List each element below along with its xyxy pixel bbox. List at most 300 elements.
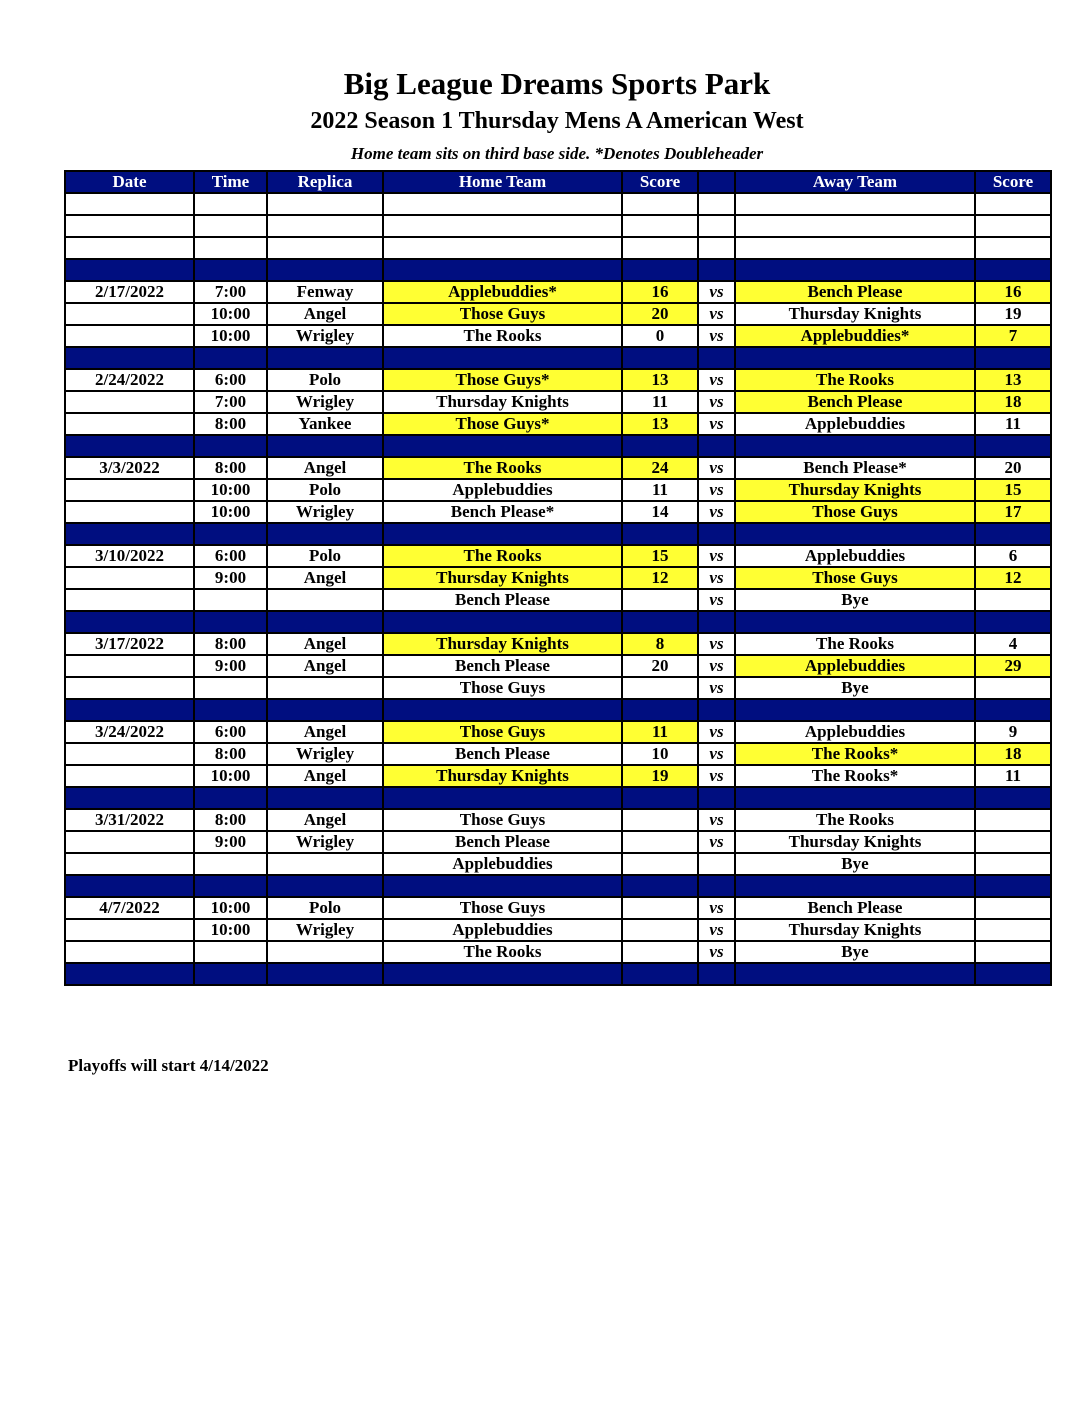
separator-cell — [735, 787, 975, 809]
date-cell — [65, 391, 194, 413]
replica-cell — [267, 941, 383, 963]
home-score-cell: 20 — [622, 303, 698, 325]
date-cell: 3/24/2022 — [65, 721, 194, 743]
game-row — [65, 831, 1051, 853]
date-cell — [65, 303, 194, 325]
replica-cell: Angel — [267, 303, 383, 325]
date-cell — [65, 831, 194, 853]
away-team-cell: The Rooks — [735, 809, 975, 831]
blank-cell — [65, 215, 194, 237]
blank-cell — [194, 215, 267, 237]
separator-cell — [735, 435, 975, 457]
separator-cell — [735, 699, 975, 721]
away-team-cell: Applebuddies — [735, 721, 975, 743]
date-cell — [65, 479, 194, 501]
time-cell — [194, 589, 267, 611]
time-cell: 6:00 — [194, 721, 267, 743]
date-cell — [65, 743, 194, 765]
vs-cell: vs — [698, 479, 735, 501]
separator-cell — [622, 523, 698, 545]
away-team-cell: Bye — [735, 677, 975, 699]
replica-cell — [267, 677, 383, 699]
separator-cell — [698, 435, 735, 457]
home-team-cell: Those Guys — [383, 677, 622, 699]
time-cell: 7:00 — [194, 281, 267, 303]
home-team-cell: Thursday Knights — [383, 633, 622, 655]
away-score-cell — [975, 919, 1051, 941]
home-team-cell: Thursday Knights — [383, 765, 622, 787]
time-cell: 10:00 — [194, 501, 267, 523]
separator-cell — [975, 259, 1051, 281]
blank-cell — [267, 193, 383, 215]
blank-cell — [975, 237, 1051, 259]
week-separator-row — [65, 875, 1051, 897]
blank-cell — [735, 193, 975, 215]
blank-cell — [383, 193, 622, 215]
separator-cell — [267, 787, 383, 809]
replica-cell: Wrigley — [267, 743, 383, 765]
home-team-cell: Bench Please — [383, 743, 622, 765]
away-team-cell: Bench Please* — [735, 457, 975, 479]
away-score-cell — [975, 809, 1051, 831]
home-score-cell — [622, 897, 698, 919]
date-cell: 4/7/2022 — [65, 897, 194, 919]
time-cell: 10:00 — [194, 303, 267, 325]
away-team-cell: The Rooks* — [735, 765, 975, 787]
vs-cell: vs — [698, 567, 735, 589]
home-team-cell: Those Guys — [383, 721, 622, 743]
home-team-cell: The Rooks — [383, 325, 622, 347]
time-cell: 8:00 — [194, 413, 267, 435]
blank-cell — [622, 215, 698, 237]
blank-cell — [698, 193, 735, 215]
home-team-cell: Bench Please — [383, 655, 622, 677]
game-row — [65, 545, 1051, 567]
date-cell: 2/24/2022 — [65, 369, 194, 391]
separator-cell — [65, 963, 194, 985]
home-score-cell — [622, 941, 698, 963]
separator-cell — [622, 963, 698, 985]
separator-cell — [622, 611, 698, 633]
away-team-cell: Thursday Knights — [735, 303, 975, 325]
home-team-cell: Bench Please — [383, 831, 622, 853]
week-separator-row — [65, 699, 1051, 721]
schedule-table — [64, 170, 1052, 986]
vs-cell: vs — [698, 545, 735, 567]
replica-cell: Wrigley — [267, 391, 383, 413]
home-team-cell: Those Guys — [383, 809, 622, 831]
separator-cell — [383, 435, 622, 457]
column-header-date: Date — [65, 171, 194, 193]
time-cell: 10:00 — [194, 897, 267, 919]
home-score-cell — [622, 831, 698, 853]
blank-cell — [194, 193, 267, 215]
replica-cell: Polo — [267, 545, 383, 567]
separator-cell — [194, 611, 267, 633]
separator-cell — [194, 963, 267, 985]
home-score-cell: 19 — [622, 765, 698, 787]
blank-row — [65, 193, 1051, 215]
date-cell: 2/17/2022 — [65, 281, 194, 303]
separator-cell — [383, 347, 622, 369]
home-score-cell: 16 — [622, 281, 698, 303]
separator-cell — [65, 875, 194, 897]
replica-cell: Angel — [267, 765, 383, 787]
date-cell — [65, 941, 194, 963]
separator-cell — [698, 611, 735, 633]
game-row — [65, 479, 1051, 501]
home-score-cell — [622, 853, 698, 875]
separator-cell — [735, 963, 975, 985]
blank-cell — [735, 237, 975, 259]
home-score-cell: 15 — [622, 545, 698, 567]
separator-cell — [194, 875, 267, 897]
time-cell — [194, 853, 267, 875]
blank-cell — [65, 237, 194, 259]
away-score-cell: 11 — [975, 765, 1051, 787]
replica-cell: Yankee — [267, 413, 383, 435]
time-cell: 6:00 — [194, 369, 267, 391]
blank-cell — [622, 193, 698, 215]
date-cell: 3/3/2022 — [65, 457, 194, 479]
home-team-cell: Bench Please* — [383, 501, 622, 523]
away-team-cell: Those Guys — [735, 501, 975, 523]
replica-cell: Polo — [267, 479, 383, 501]
schedule-header-row — [65, 171, 1051, 193]
column-header-home-team: Home Team — [383, 171, 622, 193]
separator-cell — [698, 787, 735, 809]
separator-cell — [698, 347, 735, 369]
time-cell: 10:00 — [194, 919, 267, 941]
replica-cell: Angel — [267, 567, 383, 589]
separator-cell — [698, 259, 735, 281]
separator-cell — [975, 523, 1051, 545]
date-cell — [65, 589, 194, 611]
separator-cell — [622, 787, 698, 809]
separator-cell — [975, 347, 1051, 369]
vs-cell: vs — [698, 919, 735, 941]
blank-cell — [194, 237, 267, 259]
column-header-home-score: Score — [622, 171, 698, 193]
away-team-cell: Thursday Knights — [735, 831, 975, 853]
separator-cell — [383, 611, 622, 633]
vs-cell: vs — [698, 589, 735, 611]
away-score-cell — [975, 897, 1051, 919]
column-header-replica: Replica — [267, 171, 383, 193]
away-team-cell: Bench Please — [735, 281, 975, 303]
away-score-cell — [975, 589, 1051, 611]
separator-cell — [194, 435, 267, 457]
week-separator-row — [65, 787, 1051, 809]
replica-cell — [267, 589, 383, 611]
home-score-cell: 10 — [622, 743, 698, 765]
blank-row — [65, 215, 1051, 237]
away-team-cell: Bench Please — [735, 391, 975, 413]
away-score-cell: 9 — [975, 721, 1051, 743]
separator-cell — [383, 875, 622, 897]
away-score-cell: 16 — [975, 281, 1051, 303]
separator-cell — [194, 787, 267, 809]
home-score-cell: 13 — [622, 369, 698, 391]
separator-cell — [975, 875, 1051, 897]
date-cell: 3/10/2022 — [65, 545, 194, 567]
week-separator-row — [65, 347, 1051, 369]
schedule-body — [65, 193, 1051, 985]
away-team-cell: Bench Please — [735, 897, 975, 919]
replica-cell: Wrigley — [267, 501, 383, 523]
replica-cell: Angel — [267, 457, 383, 479]
separator-cell — [267, 875, 383, 897]
game-row — [65, 325, 1051, 347]
away-team-cell: Thursday Knights — [735, 479, 975, 501]
game-row — [65, 919, 1051, 941]
blank-cell — [267, 215, 383, 237]
date-cell — [65, 413, 194, 435]
time-cell: 9:00 — [194, 655, 267, 677]
away-score-cell: 18 — [975, 743, 1051, 765]
game-row — [65, 457, 1051, 479]
replica-cell: Angel — [267, 655, 383, 677]
vs-cell: vs — [698, 457, 735, 479]
separator-cell — [735, 523, 975, 545]
separator-cell — [735, 875, 975, 897]
game-row — [65, 853, 1051, 875]
separator-cell — [383, 259, 622, 281]
replica-cell: Wrigley — [267, 831, 383, 853]
game-row — [65, 721, 1051, 743]
time-cell: 10:00 — [194, 325, 267, 347]
vs-cell: vs — [698, 809, 735, 831]
game-row — [65, 589, 1051, 611]
separator-cell — [194, 523, 267, 545]
home-score-cell: 12 — [622, 567, 698, 589]
separator-cell — [698, 963, 735, 985]
home-team-cell: Those Guys — [383, 303, 622, 325]
away-score-cell — [975, 853, 1051, 875]
time-cell: 10:00 — [194, 765, 267, 787]
vs-cell: vs — [698, 897, 735, 919]
separator-cell — [735, 259, 975, 281]
away-score-cell: 12 — [975, 567, 1051, 589]
separator-cell — [622, 259, 698, 281]
time-cell: 7:00 — [194, 391, 267, 413]
away-score-cell: 7 — [975, 325, 1051, 347]
separator-cell — [975, 611, 1051, 633]
replica-cell — [267, 853, 383, 875]
vs-cell: vs — [698, 721, 735, 743]
blank-cell — [383, 215, 622, 237]
time-cell: 9:00 — [194, 567, 267, 589]
away-team-cell: Thursday Knights — [735, 919, 975, 941]
home-score-cell — [622, 919, 698, 941]
column-header-away-score: Score — [975, 171, 1051, 193]
home-score-cell — [622, 809, 698, 831]
home-score-cell: 20 — [622, 655, 698, 677]
game-row — [65, 897, 1051, 919]
column-header-time: Time — [194, 171, 267, 193]
blank-cell — [65, 193, 194, 215]
game-row — [65, 677, 1051, 699]
replica-cell: Polo — [267, 369, 383, 391]
time-cell — [194, 941, 267, 963]
replica-cell: Angel — [267, 809, 383, 831]
home-score-cell: 11 — [622, 721, 698, 743]
vs-cell: vs — [698, 369, 735, 391]
vs-cell: vs — [698, 303, 735, 325]
separator-cell — [65, 523, 194, 545]
separator-cell — [383, 787, 622, 809]
home-score-cell: 11 — [622, 479, 698, 501]
week-separator-row — [65, 523, 1051, 545]
home-score-cell — [622, 589, 698, 611]
blank-cell — [698, 237, 735, 259]
away-team-cell: Bye — [735, 853, 975, 875]
separator-cell — [735, 347, 975, 369]
time-cell: 8:00 — [194, 809, 267, 831]
game-row — [65, 501, 1051, 523]
time-cell — [194, 677, 267, 699]
separator-cell — [194, 699, 267, 721]
away-team-cell: Applebuddies — [735, 655, 975, 677]
game-row — [65, 413, 1051, 435]
separator-cell — [383, 963, 622, 985]
separator-cell — [267, 347, 383, 369]
separator-cell — [267, 259, 383, 281]
vs-cell: vs — [698, 325, 735, 347]
date-cell — [65, 567, 194, 589]
away-score-cell — [975, 941, 1051, 963]
away-score-cell — [975, 831, 1051, 853]
blank-cell — [698, 215, 735, 237]
column-header-away-team: Away Team — [735, 171, 975, 193]
column-header-vs — [698, 171, 735, 193]
replica-cell: Angel — [267, 633, 383, 655]
away-score-cell: 18 — [975, 391, 1051, 413]
separator-cell — [267, 963, 383, 985]
vs-cell: vs — [698, 501, 735, 523]
separator-cell — [194, 259, 267, 281]
date-cell — [65, 677, 194, 699]
replica-cell: Fenway — [267, 281, 383, 303]
away-team-cell: The Rooks — [735, 369, 975, 391]
replica-cell: Angel — [267, 721, 383, 743]
separator-cell — [65, 611, 194, 633]
vs-cell: vs — [698, 743, 735, 765]
separator-cell — [698, 699, 735, 721]
week-separator-row — [65, 963, 1051, 985]
game-row — [65, 391, 1051, 413]
home-team-cell: Applebuddies — [383, 919, 622, 941]
separator-cell — [267, 435, 383, 457]
time-cell: 8:00 — [194, 457, 267, 479]
vs-cell: vs — [698, 413, 735, 435]
away-team-cell: Bye — [735, 941, 975, 963]
vs-cell: vs — [698, 633, 735, 655]
time-cell: 6:00 — [194, 545, 267, 567]
game-row — [65, 633, 1051, 655]
away-score-cell: 19 — [975, 303, 1051, 325]
game-row — [65, 655, 1051, 677]
vs-cell: vs — [698, 391, 735, 413]
separator-cell — [383, 523, 622, 545]
date-cell — [65, 655, 194, 677]
away-team-cell: The Rooks — [735, 633, 975, 655]
blank-row — [65, 237, 1051, 259]
home-team-cell: Applebuddies — [383, 853, 622, 875]
separator-cell — [267, 611, 383, 633]
separator-cell — [622, 435, 698, 457]
separator-cell — [65, 787, 194, 809]
vs-cell: vs — [698, 831, 735, 853]
playoffs-note: Playoffs will start 4/14/2022 — [68, 1056, 269, 1075]
blank-cell — [975, 215, 1051, 237]
blank-cell — [622, 237, 698, 259]
game-row — [65, 369, 1051, 391]
away-score-cell: 6 — [975, 545, 1051, 567]
home-score-cell: 11 — [622, 391, 698, 413]
separator-cell — [383, 699, 622, 721]
separator-cell — [65, 259, 194, 281]
away-score-cell: 20 — [975, 457, 1051, 479]
away-team-cell: Applebuddies — [735, 545, 975, 567]
vs-cell: vs — [698, 677, 735, 699]
separator-cell — [65, 347, 194, 369]
replica-cell: Wrigley — [267, 919, 383, 941]
week-separator-row — [65, 259, 1051, 281]
home-team-cell: The Rooks — [383, 457, 622, 479]
week-separator-row — [65, 435, 1051, 457]
away-score-cell — [975, 677, 1051, 699]
date-cell: 3/17/2022 — [65, 633, 194, 655]
time-cell: 9:00 — [194, 831, 267, 853]
vs-cell: vs — [698, 655, 735, 677]
home-score-cell: 0 — [622, 325, 698, 347]
page-title: Big League Dreams Sports Park — [343, 66, 771, 101]
game-row — [65, 941, 1051, 963]
vs-cell: vs — [698, 941, 735, 963]
separator-cell — [65, 435, 194, 457]
separator-cell — [622, 699, 698, 721]
separator-cell — [267, 699, 383, 721]
page-subtitle: 2022 Season 1 Thursday Mens A American West — [310, 108, 804, 134]
separator-cell — [698, 875, 735, 897]
time-cell: 10:00 — [194, 479, 267, 501]
home-team-cell: The Rooks — [383, 941, 622, 963]
away-score-cell: 13 — [975, 369, 1051, 391]
home-score-cell: 14 — [622, 501, 698, 523]
date-cell: 3/31/2022 — [65, 809, 194, 831]
date-cell — [65, 919, 194, 941]
game-row — [65, 809, 1051, 831]
blank-cell — [735, 215, 975, 237]
vs-cell: vs — [698, 281, 735, 303]
home-team-cell: Bench Please — [383, 589, 622, 611]
away-score-cell: 29 — [975, 655, 1051, 677]
home-team-cell: Those Guys — [383, 897, 622, 919]
away-score-cell: 4 — [975, 633, 1051, 655]
away-team-cell: Applebuddies* — [735, 325, 975, 347]
away-score-cell: 11 — [975, 413, 1051, 435]
date-cell — [65, 765, 194, 787]
separator-cell — [735, 611, 975, 633]
separator-cell — [622, 347, 698, 369]
home-score-cell: 8 — [622, 633, 698, 655]
game-row — [65, 765, 1051, 787]
home-team-cell: The Rooks — [383, 545, 622, 567]
home-team-cell: Applebuddies — [383, 479, 622, 501]
separator-cell — [975, 787, 1051, 809]
home-score-cell: 13 — [622, 413, 698, 435]
